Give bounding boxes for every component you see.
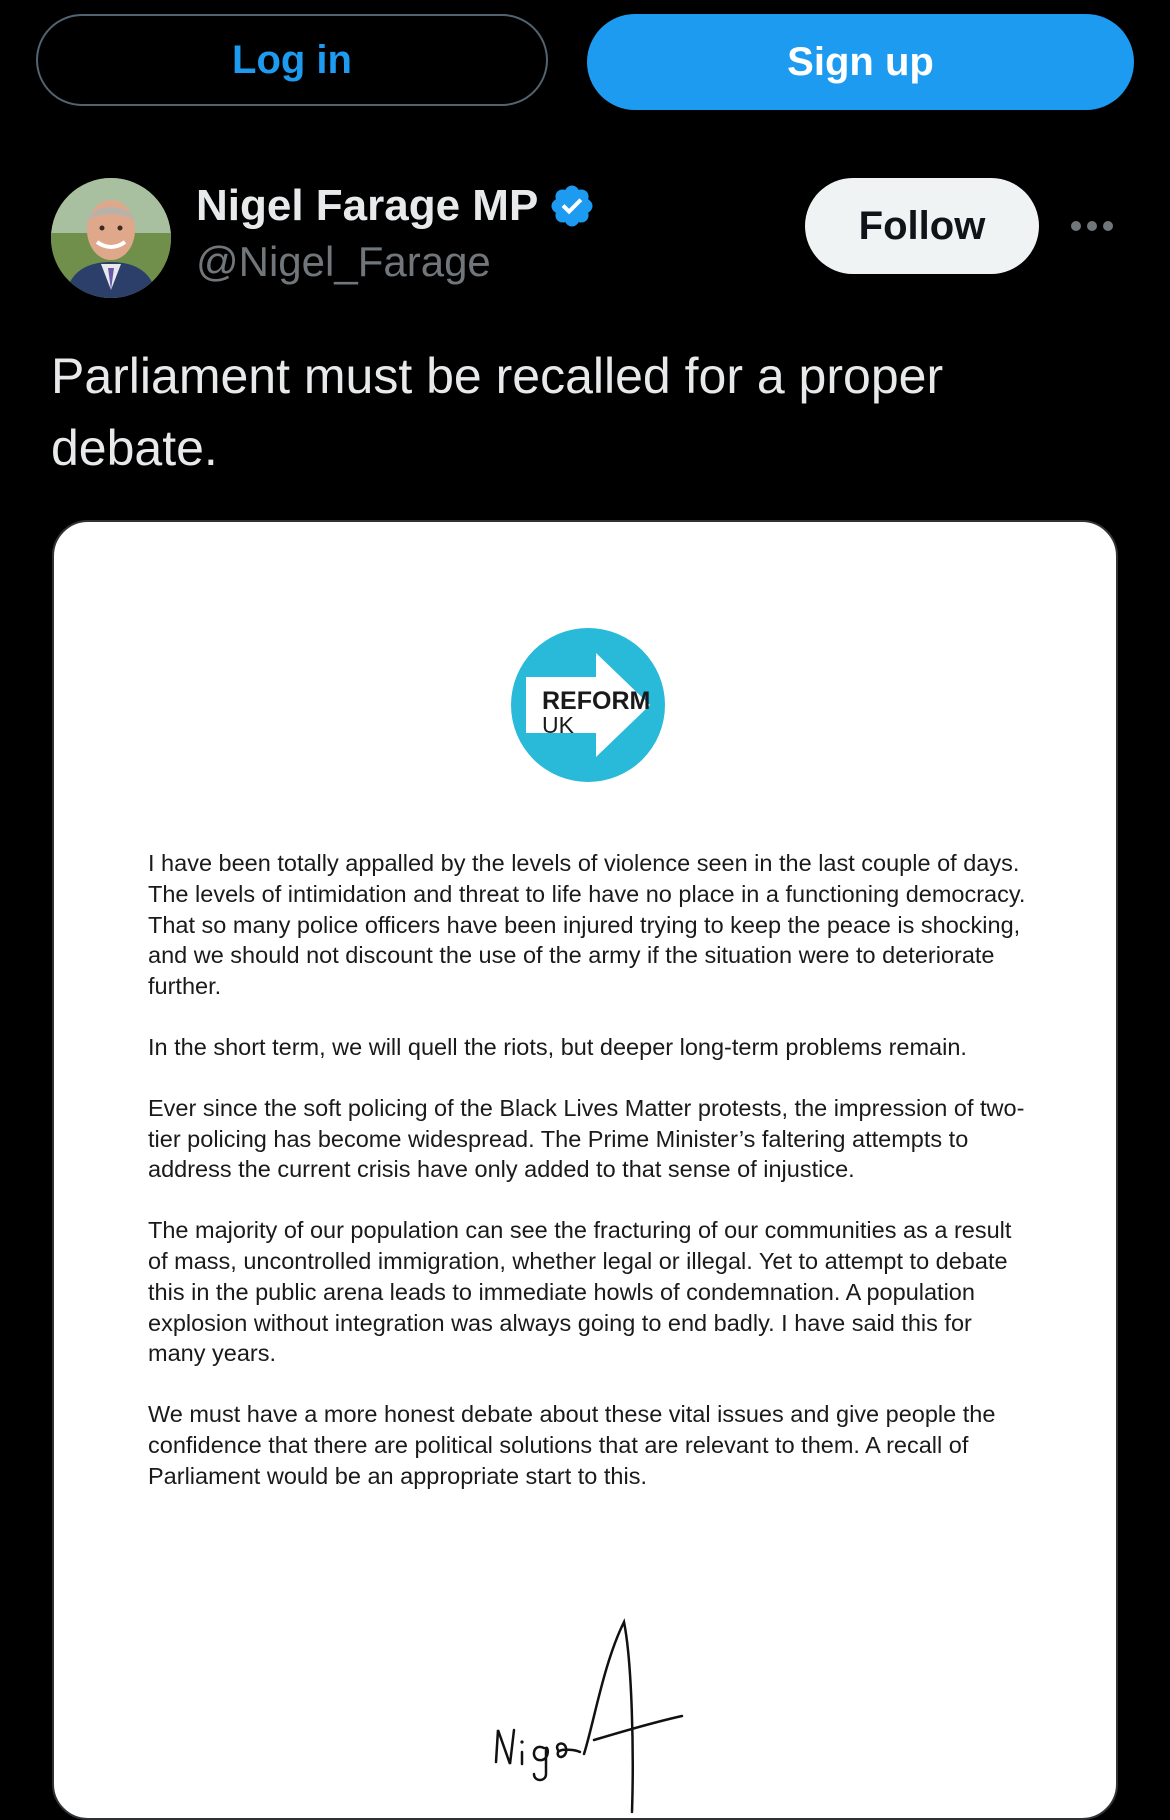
follow-button[interactable]: Follow xyxy=(805,178,1039,274)
user-handle[interactable]: @Nigel_Farage xyxy=(196,238,491,285)
tweet-media-image[interactable] xyxy=(52,520,1118,1820)
letter-paragraph: In the short term, we will quell the riots, but deeper long-term problems remain. xyxy=(148,1033,967,1060)
more-horizontal-icon xyxy=(1070,220,1114,232)
avatar[interactable] xyxy=(51,178,171,298)
letter-paragraph: The majority of our population can see the fracturing of our communities as a result of mass, uncontrolled immigration, whether legal or illegal. Yet to attempt to debate this in the public arena leads to immediate howls of condemnation. A population explosion without integration was always going to end badly. I have said this for many years. xyxy=(148,1217,1012,1367)
login-button[interactable]: Log in xyxy=(36,14,548,106)
author-info xyxy=(196,176,596,286)
more-options-button[interactable] xyxy=(1062,196,1122,256)
display-name-row xyxy=(196,176,596,236)
letter-paragraph: Ever since the soft policing of the Black Lives Matter protests, the impression of two-tier policing has become widespread. The Prime Minister’s faltering attempts to address the current crisis have only added to that sense of injustice. xyxy=(148,1094,1025,1183)
logo-line-reform: REFORM xyxy=(542,687,651,715)
auth-bar xyxy=(36,14,1134,110)
logo-line-uk: UK xyxy=(542,712,574,738)
profile-photo-icon xyxy=(51,178,171,298)
handwritten-signature xyxy=(484,1602,744,1820)
reform-uk-logo xyxy=(510,627,666,783)
verified-badge-icon xyxy=(548,182,596,230)
letter-paragraph: We must have a more honest debate about these vital issues and give people the confidence that there are political solutions that are relevant to them. A recall of Parliament would be an appropriate start to this. xyxy=(148,1401,996,1489)
tweet-text: Parliament must be recalled for a proper debate. xyxy=(51,348,944,476)
signup-button[interactable]: Sign up xyxy=(587,14,1134,110)
display-name[interactable]: Nigel Farage MP xyxy=(196,181,539,230)
letter-body xyxy=(148,848,1028,1522)
letter-paragraph: I have been totally appalled by the levels of violence seen in the last couple of days. The levels of intimidation and threat to life have no place in a functioning democracy. That so many police officers have been injured trying to keep the peace is shocking, and we should not discount the use of the army if the situation were to deteriorate further. xyxy=(148,850,1026,1000)
